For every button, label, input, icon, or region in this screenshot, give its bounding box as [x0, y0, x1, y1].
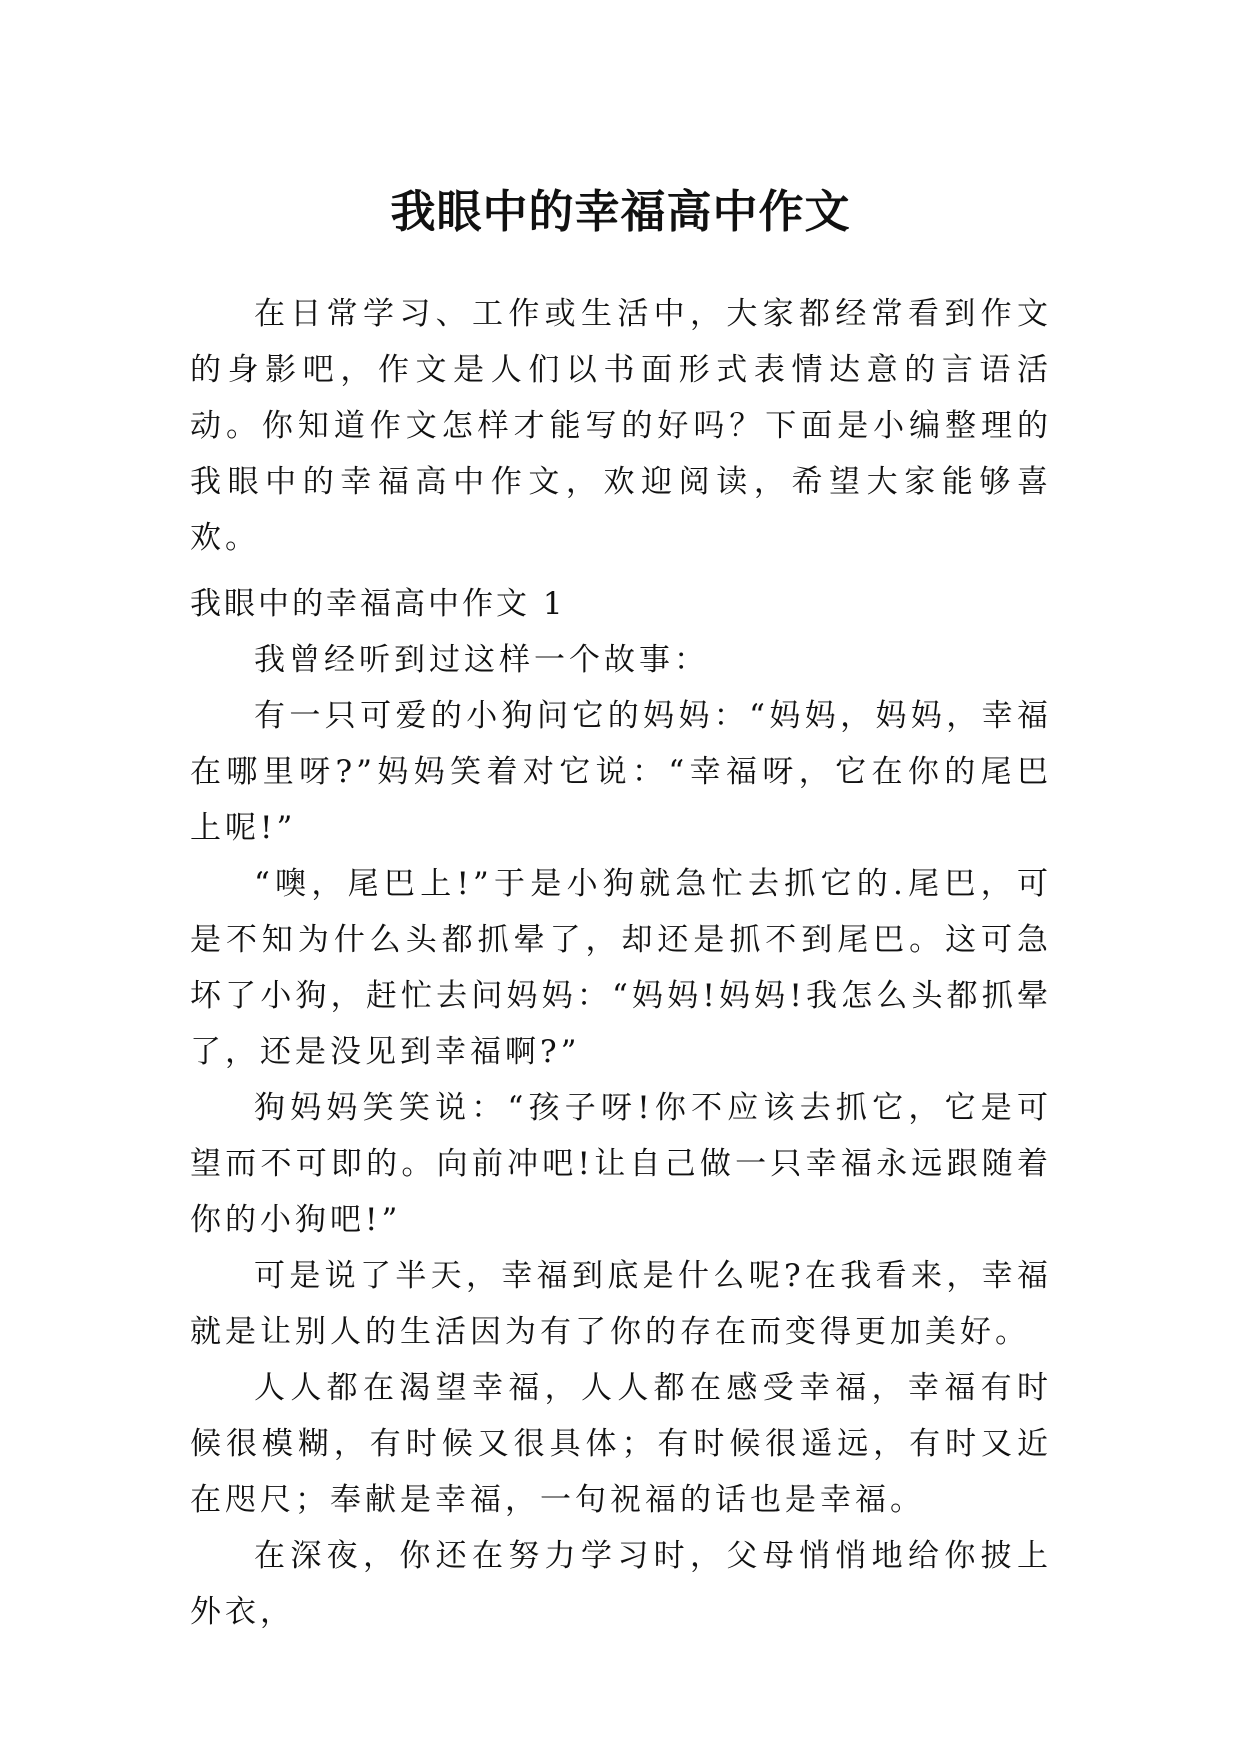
paragraph: “噢，尾巴上!”于是小狗就急忙去抓它的.尾巴，可是不知为什么头都抓晕了，却还是抓不到尾巴。这可急坏了小狗，赶忙去问妈妈：“妈妈!妈妈!我怎么头都抓晕了，还是没见到幸福啊?”	[190, 866, 1052, 1070]
paragraph: 我曾经听到过这样一个故事：	[254, 642, 709, 678]
document-title: 我眼中的幸福高中作文	[390, 185, 851, 239]
paragraph: 可是说了半天，幸福到底是什么呢?在我看来，幸福就是让别人的生活因为有了你的存在而变得更加美好。	[190, 1258, 1052, 1350]
article-body	[190, 576, 1052, 1640]
paragraph: 有一只可爱的小狗问它的妈妈：“妈妈，妈妈，幸福在哪里呀?”妈妈笑着对它说：“幸福呀，它在你的尾巴上呢!”	[190, 698, 1052, 846]
intro-block	[190, 286, 1052, 566]
section-heading: 我眼中的幸福高中作文 1	[190, 586, 566, 622]
paragraph: 狗妈妈笑笑说：“孩子呀!你不应该去抓它，它是可望而不可即的。向前冲吧!让自己做一只幸福永远跟随着你的小狗吧!”	[190, 1090, 1052, 1238]
intro-paragraph: 在日常学习、工作或生活中，大家都经常看到作文的身影吧，作文是人们以书面形式表情达意的言语活动。你知道作文怎样才能写的好吗？下面是小编整理的我眼中的幸福高中作文，欢迎阅读，希望大家能够喜欢。	[190, 296, 1052, 556]
paragraph: 人人都在渴望幸福，人人都在感受幸福，幸福有时候很模糊，有时候又很具体；有时候很遥远，有时又近在咫尺；奉献是幸福，一句祝福的话也是幸福。	[190, 1370, 1052, 1518]
paragraph: 在深夜，你还在努力学习时，父母悄悄地给你披上外衣，	[190, 1538, 1052, 1630]
